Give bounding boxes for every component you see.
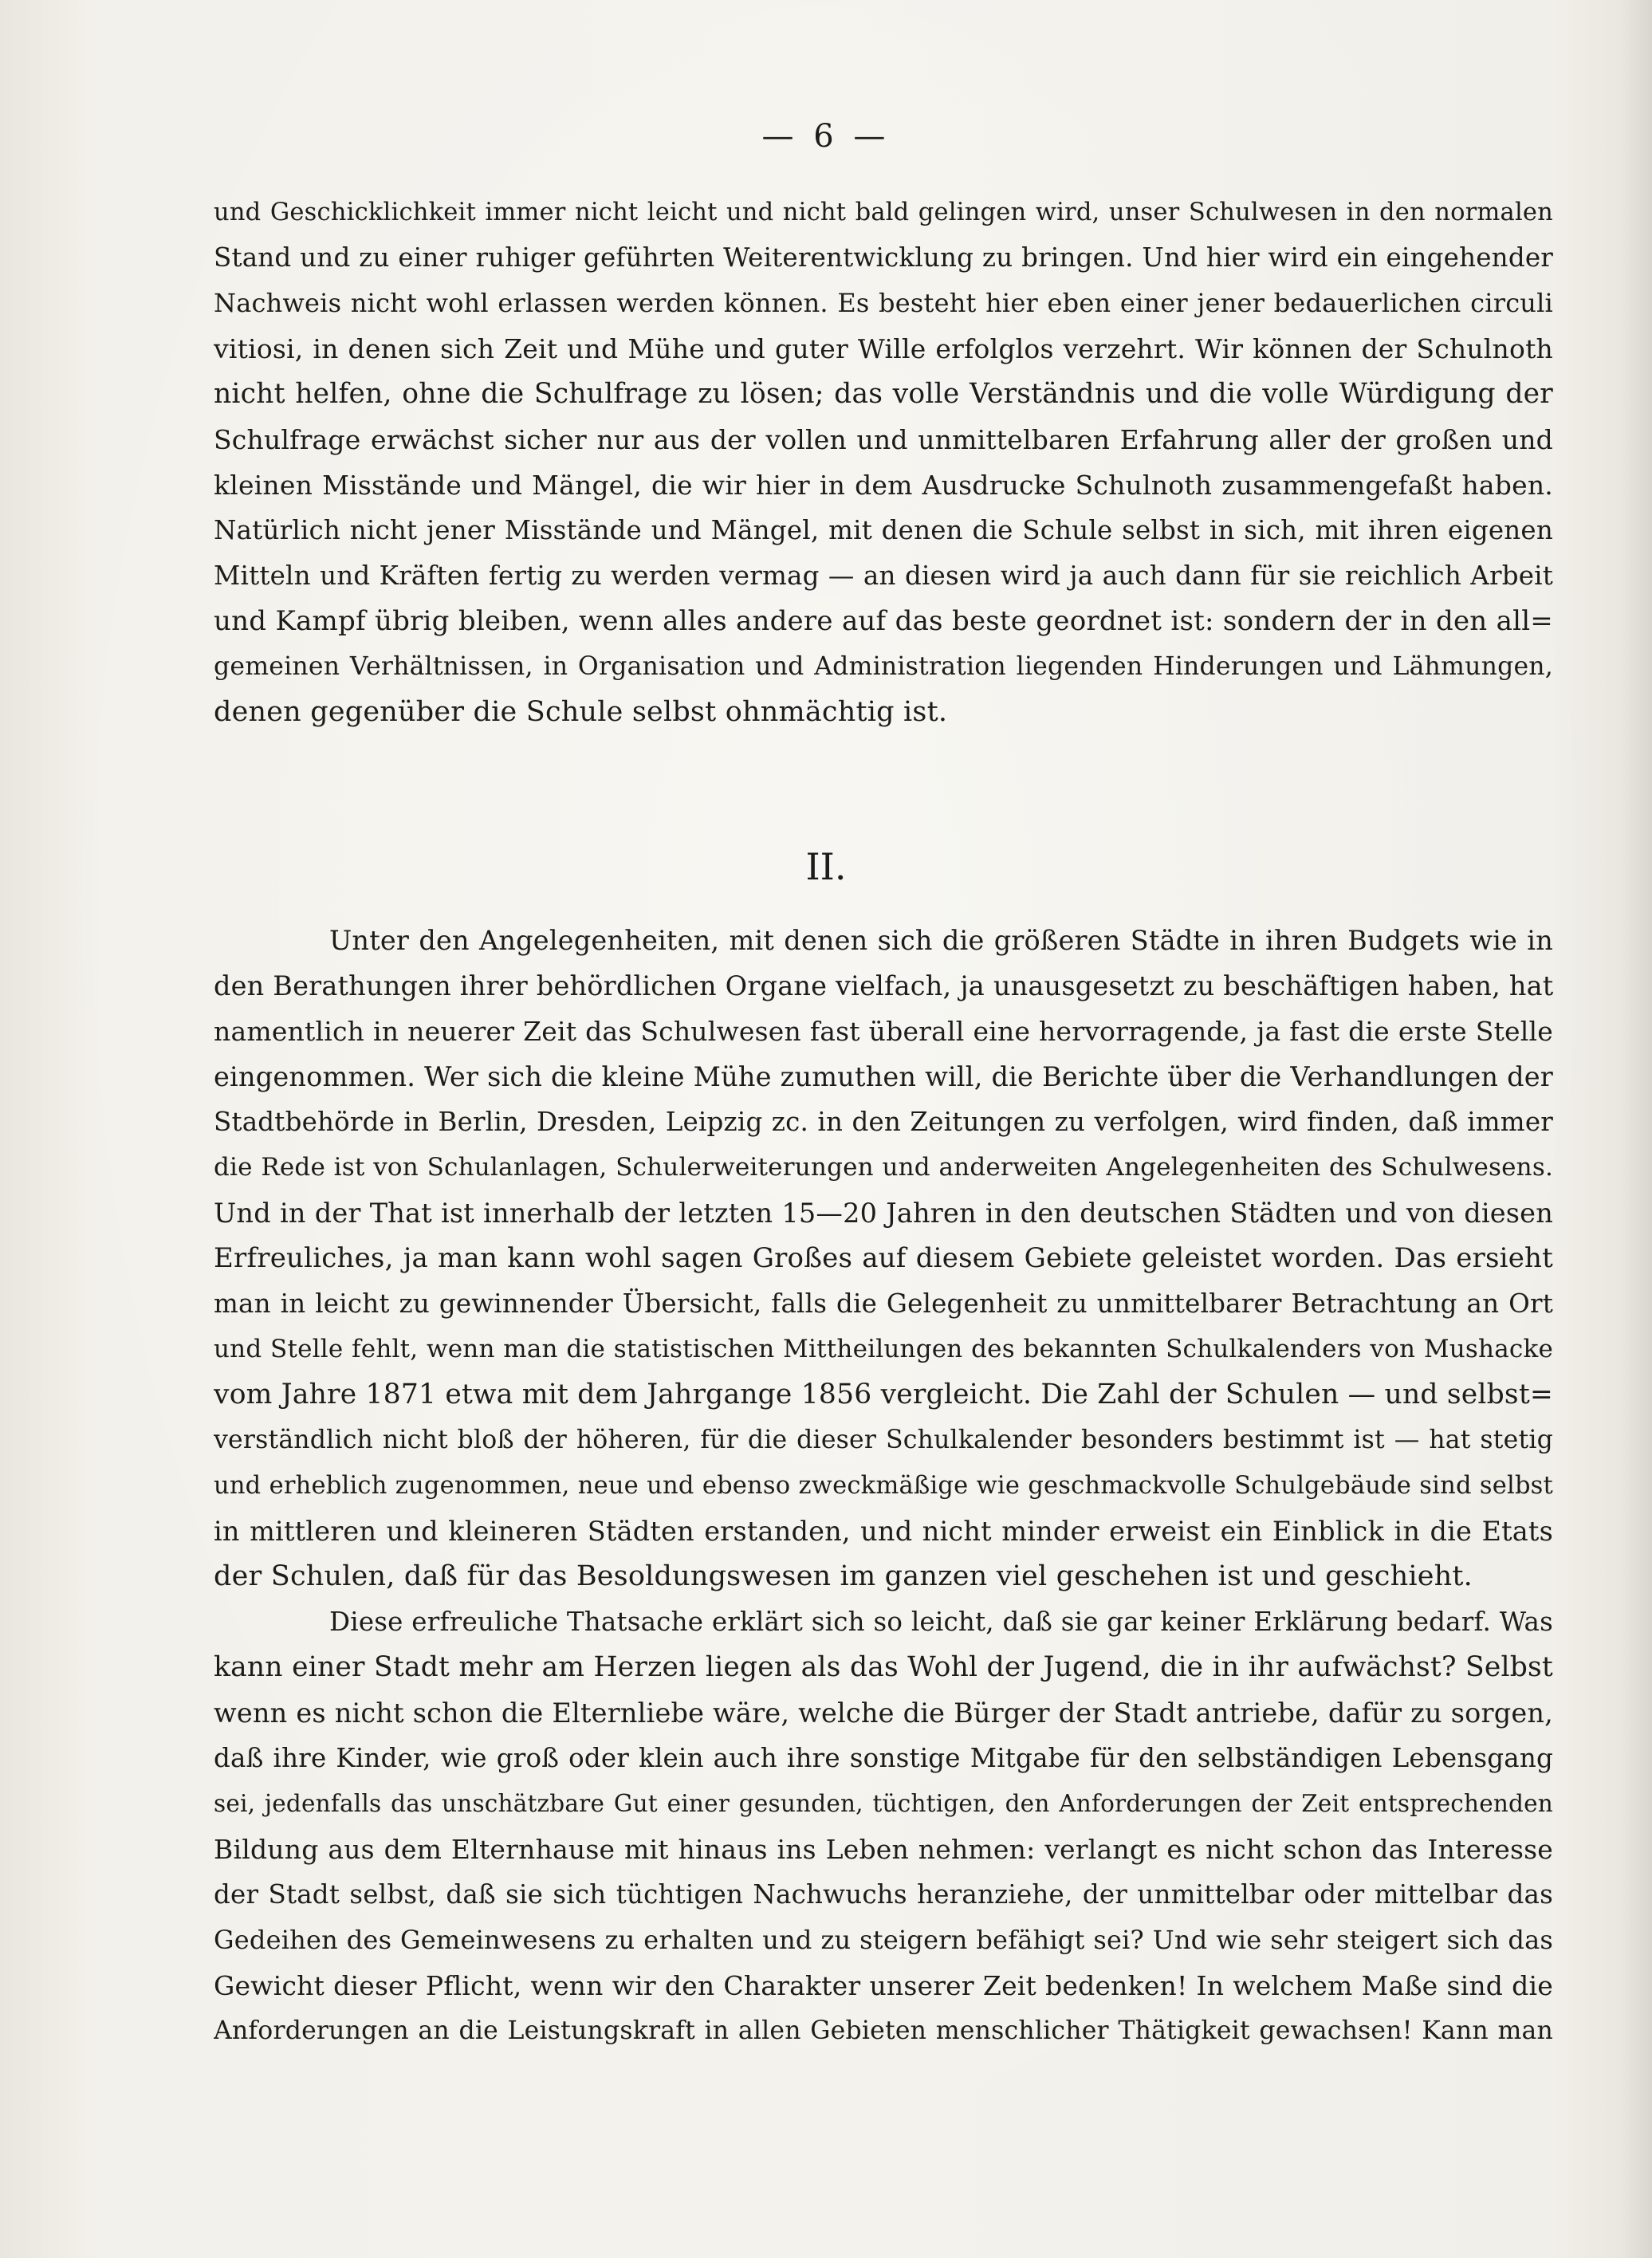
text-line: und erheblich zugenommen, neue und ebenso zweckmäßige wie geschmackvolle Schulgebäude sind selbst	[214, 1472, 1553, 1500]
text-line: Erfreuliches, ja man kann wohl sagen Großes auf diesem Gebiete geleistet worden. Das ersieht	[214, 1242, 1553, 1274]
text-line: und Stelle fehlt, wenn man die statistischen Mittheilungen des bekannten Schulkalenders von Mushacke	[214, 1335, 1553, 1363]
text-line: und Kampf übrig bleiben, wenn alles andere auf das beste geordnet ist: sondern der in den all=	[214, 605, 1553, 637]
text-line: gemeinen Verhältnissen, in Organisation und Administration liegenden Hinderungen und Lähmungen,	[214, 652, 1553, 681]
text-line: Unter den Angelegenheiten, mit denen sich die größeren Städte in ihren Budgets wie in	[329, 925, 1553, 956]
text-line: Anforderungen an die Leistungskraft in allen Gebieten menschlicher Thätigkeit gewachsen! Kann man	[214, 2016, 1553, 2045]
text-line: Gewicht dieser Pflicht, wenn wir den Charakter unserer Zeit bedenken! In welchem Maße sind die	[214, 1970, 1553, 2001]
text-line: verständlich nicht bloß der höheren, für die dieser Schulkalender besonders bestimmt ist — hat stetig	[214, 1426, 1553, 1454]
text-line: in mittleren und kleineren Städten erstanden, und nicht minder erweist ein Einblick in die Etats	[214, 1516, 1553, 1547]
text-line: Stadtbehörde in Berlin, Dresden, Leipzig zc. in den Zeitungen zu verfolgen, wird finden, daß immer	[214, 1107, 1553, 1137]
text-line: namentlich in neuerer Zeit das Schulwesen fast überall eine hervorragende, ja fast die erste Stelle	[214, 1016, 1553, 1047]
text-line: Nachweis nicht wohl erlassen werden können. Es besteht hier eben einer jener bedauerlichen circuli	[214, 288, 1553, 318]
page-number: — 6 —	[761, 118, 891, 155]
text-line: man in leicht zu gewinnender Übersicht, falls die Gelegenheit zu unmittelbarer Betrachtung an Ort	[214, 1288, 1553, 1319]
text-line: daß ihre Kinder, wie groß oder klein auch ihre sonstige Mitgabe für den selbständigen Lebensgang	[214, 1743, 1553, 1773]
paragraph-continued	[214, 190, 1553, 735]
text-line: kann einer Stadt mehr am Herzen liegen als das Wohl der Jugend, die in ihr aufwächst? Selbst	[214, 1651, 1553, 1683]
text-line: der Schulen, daß für das Besoldungswesen im ganzen viel geschehen ist und geschieht.	[214, 1560, 1473, 1592]
text-line: und Geschicklichkeit immer nicht leicht und nicht bald gelingen wird, unser Schulwesen in den normalen	[214, 199, 1553, 226]
text-line: kleinen Misstände und Mängel, die wir hier in dem Ausdrucke Schulnoth zusammengefaßt haben.	[214, 470, 1553, 501]
section-heading: II.	[805, 845, 847, 888]
text-line: nicht helfen, ohne die Schulfrage zu lösen; das volle Verständnis und die volle Würdigung der	[214, 378, 1553, 410]
text-line: Schulfrage erwächst sicher nur aus der vollen und unmittelbaren Erfahrung aller der großen und	[214, 424, 1553, 455]
text-line: eingenommen. Wer sich die kleine Mühe zumuthen will, die Berichte über die Verhandlungen der	[214, 1061, 1553, 1092]
text-line: vitiosi, in denen sich Zeit und Mühe und guter Wille erfolglos verzehrt. Wir können der Schulnoth	[214, 333, 1553, 364]
page-edge-shadow	[1620, 0, 1652, 2258]
text-line: die Rede ist von Schulanlagen, Schulerweiterungen und anderweiten Angelegenheiten des Schulwesens.	[214, 1153, 1553, 1182]
text-line: Mitteln und Kräften fertig zu werden vermag — an diesen wird ja auch dann für sie reichlich Arbeit	[214, 561, 1553, 591]
text-line: denen gegenüber die Schule selbst ohnmächtig ist.	[214, 696, 948, 728]
text-line: sei, jedenfalls das unschätzbare Gut einer gesunden, tüchtigen, den Anforderungen der Zeit entsprechenden	[214, 1790, 1553, 1817]
text-line: Und in der That ist innerhalb der letzten 15—20 Jahren in den deutschen Städten und von diesen	[214, 1198, 1553, 1229]
text-line: vom Jahre 1871 etwa mit dem Jahrgange 1856 vergleicht. Die Zahl der Schulen — und selbst=	[214, 1379, 1553, 1410]
text-line: Natürlich nicht jener Misstände und Mängel, mit denen die Schule selbst in sich, mit ihren eigenen	[214, 515, 1553, 545]
section-body	[214, 918, 1553, 2054]
text-line: Diese erfreuliche Thatsache erklärt sich so leicht, daß sie gar keiner Erklärung bedarf. Was	[329, 1607, 1553, 1637]
text-line: Stand und zu einer ruhiger geführten Weiterentwicklung zu bringen. Und hier wird ein eingehender	[214, 242, 1553, 273]
text-line: Bildung aus dem Elternhause mit hinaus ins Leben nehmen: verlangt es nicht schon das Interesse	[214, 1834, 1553, 1865]
text-line: wenn es nicht schon die Elternliebe wäre, welche die Bürger der Stadt antriebe, dafür zu sorgen,	[214, 1697, 1553, 1729]
text-line: Gedeihen des Gemeinwesens zu erhalten und zu steigern befähigt sei? Und wie sehr steigert sich das	[214, 1925, 1553, 1955]
text-line: den Berathungen ihrer behördlichen Organe vielfach, ja unausgesetzt zu beschäftigen haben, hat	[214, 970, 1553, 1001]
text-line: der Stadt selbst, daß sie sich tüchtigen Nachwuchs heranziehe, der unmittelbar oder mittelbar das	[214, 1879, 1553, 1910]
